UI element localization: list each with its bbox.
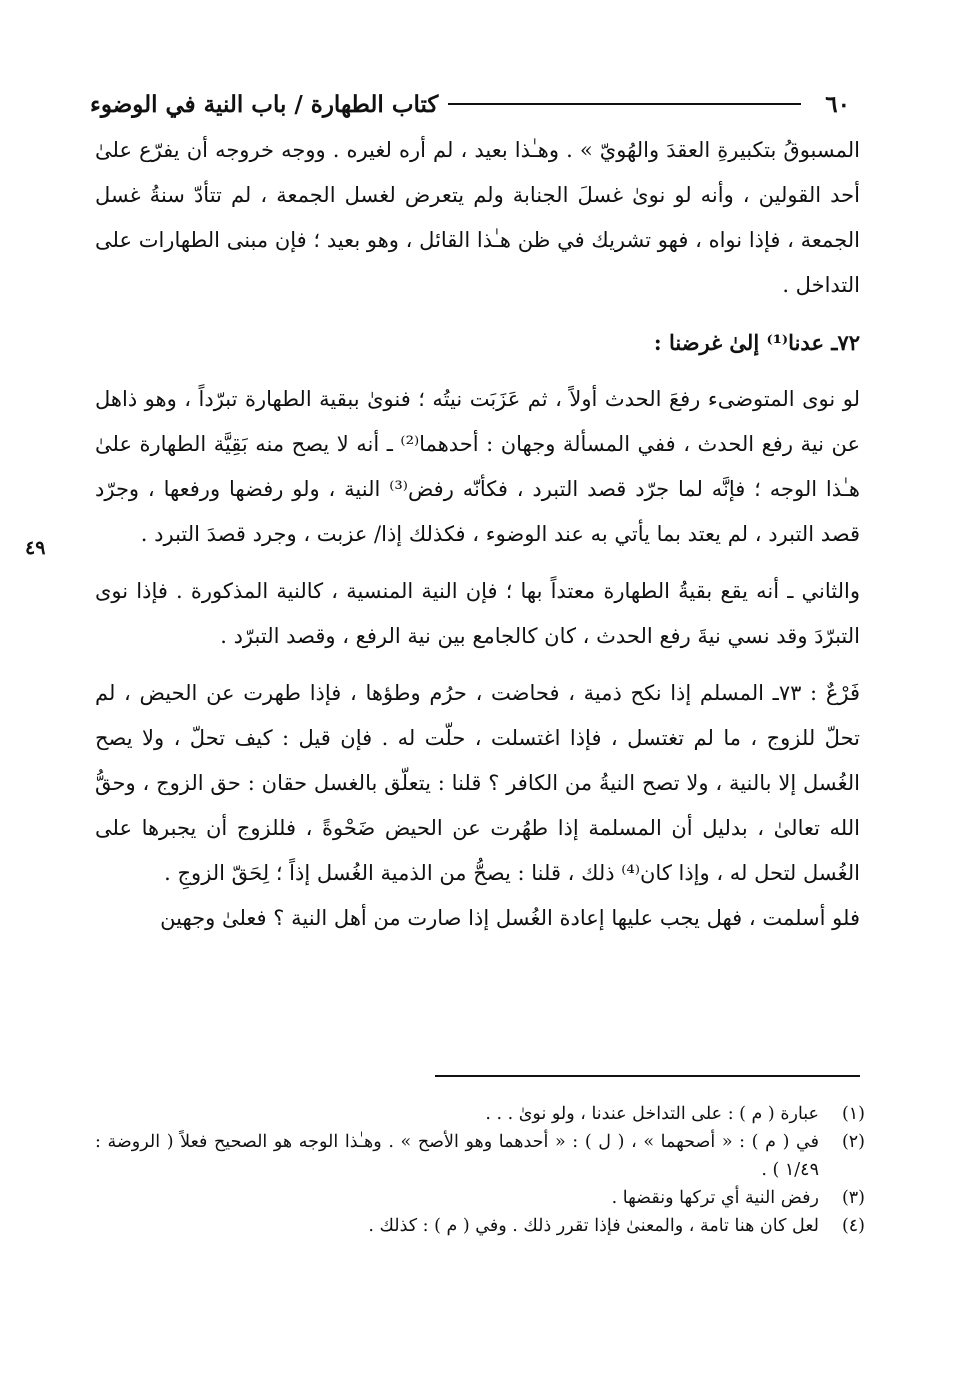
footnotes [95,1100,865,1240]
footnote-number: (٣) [841,1188,865,1208]
running-header [90,84,850,124]
footnote-number: (١) [841,1104,865,1124]
paragraph: والثاني ـ أنه يقع بقيةُ الطهارة معتداً بها ؛ فإن النية المنسية ، كالنية المذكورة . فإذا نوى التبرّدَ وقد نسي نيةَ رفع الحدث ، كان كالجامع بين نية الرفع ، وقصد التبرّد . [95,579,860,648]
running-title: كتاب الطهارة / باب النية في الوضوء [90,90,439,118]
footnote-text: عبارة ( م ) : على التداخل عندنا ، ولو نوىٰ . . . [485,1104,819,1124]
footnote [95,1184,865,1212]
header-rule [448,103,801,105]
paragraph: لو نوى المتوضىء رفعَ الحدث أولاً ، ثم عَزَبَت نيتُه ؛ فنوىٰ ببقية الطهارة تبرّداً ، وهو ذاهل عن نية رفع الحدث ، ففي المسألة وجهان : أحدهما⁽²⁾ ـ أنه لا يصح منه بَقِيَّة الطهارة علىٰ هـٰذا الوجه ؛ فإنَّه لما جرّد قصد التبرد ، فكأنّه رفض⁽³⁾ النية ، ولو رفضها ورفعها ، وجرّد قصد التبرد ، لم يعتد بما يأتي به عند الوضوء ، فكذلك إذا/ عزبت ، وجرد قصدَ التبرد . [95,387,860,546]
page-number: ٦٠ [825,90,850,118]
footnote-text: لعل كان هنا تامة ، والمعنىٰ فإذا تقرر ذلك . وفي ( م ) : كذلك . [368,1216,819,1236]
footnote-number: (٢) [841,1132,865,1152]
footnote [95,1128,865,1184]
footnote-number: (٤) [841,1216,865,1236]
footnote-separator [435,1075,860,1077]
footnote-text: في ( م ) : « أصحهما » ، ( ل ) : « أحدهما وهو الأصح » . وهـٰذا الوجه هو الصحيح فعلاً ( الروضة : ١/٤٩ ) . [95,1132,819,1180]
footnote [95,1100,865,1128]
margin-page-marker: ٤٩ [25,537,46,559]
footnote-text: رفض النية أي تركها ونقضها . [611,1188,819,1208]
paragraph: فلو أسلمت ، فهل يجب عليها إعادة الغُسل إذا صارت من أهل النية ؟ فعلىٰ وجهين [160,906,860,930]
section-heading: ٧٢ـ عدنا⁽¹⁾ إلىٰ غرضنا : [653,330,860,355]
footnote [95,1212,865,1240]
main-text [95,128,860,941]
paragraph: المسبوقُ بتكبيرةِ العقدَ والهُويّ » . وهـٰذا بعيد ، لم أره لغيره . ووجه خروجه أن يفرّع علىٰ أحد القولين ، وأنه لو نوىٰ غسلَ الجنابة ولم يتعرض لغسل الجمعة ، لم تتأدّ سنةُ غسل الجمعة ، فإذا نواه ، فهو تشريك في ظن هـٰذا القائل ، وهو بعيد ؛ فإن مبنى الطهارات على التداخل . [95,138,860,297]
paragraph: فَرْعٌ : ٧٣ـ المسلم إذا نكح ذمية ، فحاضت ، حرُم وطؤها ، فإذا طهرت عن الحيض ، لم تحلّ للزوج ، ما لم تغتسل ، فإذا اغتسلت ، حلّت له . فإن قيل : كيف تحلّ ، ولا يصح الغُسل إلا بالنية ، ولا تصح النيةُ من الكافر ؟ قلنا : يتعلّق بالغسل حقان : حق الزوج ، وحقُّ الله تعالىٰ ، بدليل أن المسلمة إذا طهُرت عن الحيض ضَحْوةً ، فللزوج أن يجبرها على الغُسل لتحل له ، وإذا كان⁽⁴⁾ ذلك ، قلنا : يصحُّ من الذمية الغُسل إذاً ؛ لِحَقّ الزوجِ . [95,681,860,885]
